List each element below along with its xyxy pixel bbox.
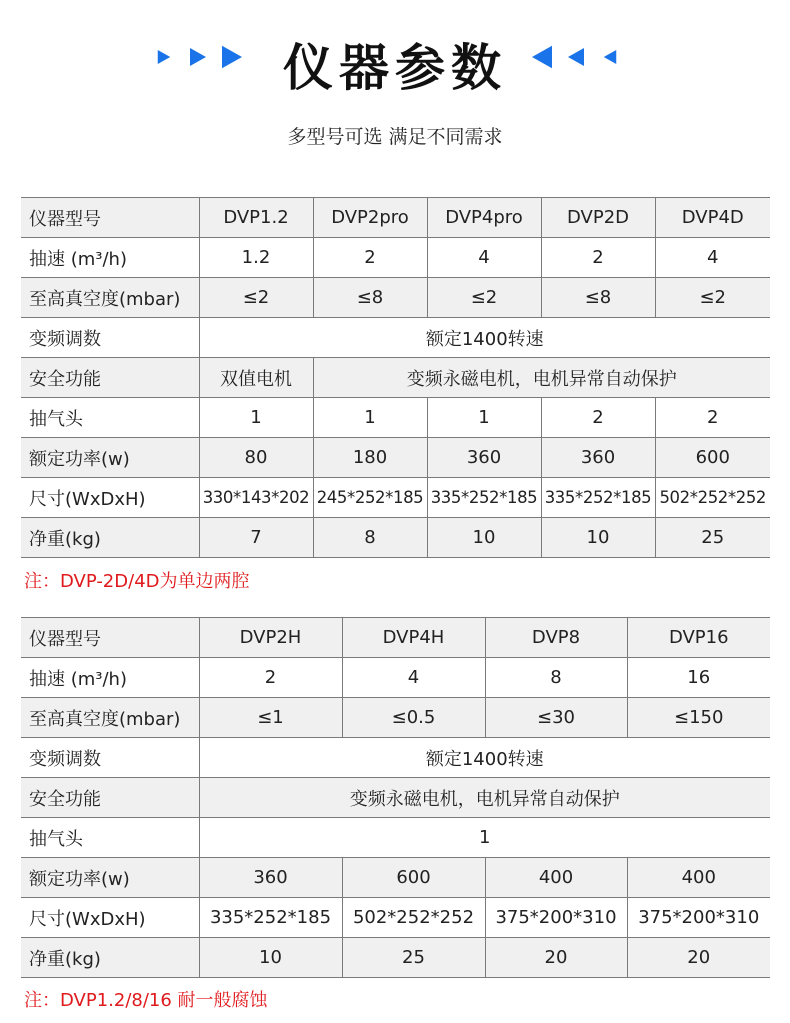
table-row bbox=[21, 438, 770, 478]
row-label: 至高真空度(mbar) bbox=[21, 698, 199, 738]
row-label: 变频调数 bbox=[21, 318, 199, 358]
row-label: 尺寸(WxDxH) bbox=[21, 478, 199, 518]
row-label: 至高真空度(mbar) bbox=[21, 278, 199, 318]
header-cell: DVP16 bbox=[627, 618, 770, 658]
merged-cell: 1 bbox=[199, 818, 770, 858]
table-cell: ≤2 bbox=[427, 278, 541, 318]
header-cell: DVP4H bbox=[342, 618, 485, 658]
table-cell: 8 bbox=[313, 518, 427, 558]
table-row bbox=[21, 198, 770, 238]
table-cell: ≤8 bbox=[313, 278, 427, 318]
table-cell: 502*252*252 bbox=[342, 898, 485, 938]
row-label: 抽气头 bbox=[21, 818, 199, 858]
table-cell: 双值电机 bbox=[199, 358, 313, 398]
play-triangle-icon bbox=[604, 50, 616, 64]
page-title: 仪器参数 bbox=[283, 39, 507, 97]
row-label: 额定功率(w) bbox=[21, 858, 199, 898]
table-row bbox=[21, 518, 770, 558]
table-row bbox=[21, 318, 770, 358]
table-cell: 7 bbox=[199, 518, 313, 558]
row-label: 安全功能 bbox=[21, 778, 199, 818]
table-cell: 2 bbox=[199, 658, 342, 698]
row-label: 变频调数 bbox=[21, 738, 199, 778]
table-cell: ≤2 bbox=[199, 278, 313, 318]
table-cell: 1.2 bbox=[199, 238, 313, 278]
table-cell: 502*252*252 bbox=[655, 478, 770, 518]
table-cell: 600 bbox=[655, 438, 770, 478]
table-cell: 16 bbox=[627, 658, 770, 698]
table-cell: 2 bbox=[655, 398, 770, 438]
table-cell: 2 bbox=[313, 238, 427, 278]
header-cell: DVP8 bbox=[485, 618, 627, 658]
header-cell: DVP2D bbox=[541, 198, 655, 238]
row-label: 净重(kg) bbox=[21, 518, 199, 558]
table-cell: 20 bbox=[627, 938, 770, 978]
table-cell: 10 bbox=[541, 518, 655, 558]
table-cell: 360 bbox=[427, 438, 541, 478]
table-cell: 330*143*202 bbox=[199, 478, 313, 518]
table-row bbox=[21, 738, 770, 778]
right-arrows bbox=[534, 48, 636, 66]
row-label: 抽速 (m³/h) bbox=[21, 658, 199, 698]
table-row bbox=[21, 358, 770, 398]
row-label: 抽速 (m³/h) bbox=[21, 238, 199, 278]
merged-cell: 变频永磁电机，电机异常自动保护 bbox=[199, 778, 770, 818]
table-cell: ≤0.5 bbox=[342, 698, 485, 738]
table-cell: ≤150 bbox=[627, 698, 770, 738]
table-cell: 375*200*310 bbox=[627, 898, 770, 938]
table-row bbox=[21, 898, 770, 938]
header-cell: DVP2pro bbox=[313, 198, 427, 238]
table-cell: 2 bbox=[541, 238, 655, 278]
table-cell: 20 bbox=[485, 938, 627, 978]
table-cell: 25 bbox=[655, 518, 770, 558]
spec-table-2 bbox=[21, 617, 770, 978]
header-cell: DVP1.2 bbox=[199, 198, 313, 238]
table-cell: 400 bbox=[627, 858, 770, 898]
row-label: 抽气头 bbox=[21, 398, 199, 438]
table-cell: ≤8 bbox=[541, 278, 655, 318]
row-label: 额定功率(w) bbox=[21, 438, 199, 478]
table-cell: ≤2 bbox=[655, 278, 770, 318]
table-row bbox=[21, 938, 770, 978]
table-cell: 360 bbox=[541, 438, 655, 478]
row-label: 安全功能 bbox=[21, 358, 199, 398]
table-cell: 1 bbox=[199, 398, 313, 438]
play-triangle-icon bbox=[532, 46, 552, 69]
table-row bbox=[21, 278, 770, 318]
merged-cell: 变频永磁电机，电机异常自动保护 bbox=[313, 358, 770, 398]
table-cell: ≤1 bbox=[199, 698, 342, 738]
table-cell: 335*252*185 bbox=[199, 898, 342, 938]
table-cell: 4 bbox=[427, 238, 541, 278]
table-cell: 25 bbox=[342, 938, 485, 978]
table-cell: 375*200*310 bbox=[485, 898, 627, 938]
table-cell: 245*252*185 bbox=[313, 478, 427, 518]
table-note: 注：DVP-2D/4D为单边两腔 bbox=[24, 571, 250, 592]
table-cell: 10 bbox=[199, 938, 342, 978]
table-cell: 335*252*185 bbox=[427, 478, 541, 518]
table-row bbox=[21, 698, 770, 738]
play-triangle-icon bbox=[568, 48, 584, 66]
table-row bbox=[21, 778, 770, 818]
table-cell: 360 bbox=[199, 858, 342, 898]
table-note: 注：DVP1.2/8/16 耐一般腐蚀 bbox=[24, 990, 268, 1011]
table-row bbox=[21, 658, 770, 698]
table-cell: ≤30 bbox=[485, 698, 627, 738]
header-cell: DVP4pro bbox=[427, 198, 541, 238]
table-cell: 180 bbox=[313, 438, 427, 478]
merged-cell: 额定1400转速 bbox=[199, 318, 770, 358]
table-cell: 1 bbox=[313, 398, 427, 438]
table-row bbox=[21, 478, 770, 518]
table-row bbox=[21, 238, 770, 278]
table-cell: 2 bbox=[541, 398, 655, 438]
table-cell: 600 bbox=[342, 858, 485, 898]
table-cell: 1 bbox=[427, 398, 541, 438]
merged-cell: 额定1400转速 bbox=[199, 738, 770, 778]
row-label: 净重(kg) bbox=[21, 938, 199, 978]
table-cell: 8 bbox=[485, 658, 627, 698]
table-cell: 335*252*185 bbox=[541, 478, 655, 518]
header-cell: DVP4D bbox=[655, 198, 770, 238]
table-row bbox=[21, 398, 770, 438]
table-cell: 4 bbox=[342, 658, 485, 698]
table-cell: 400 bbox=[485, 858, 627, 898]
header-cell: 仪器型号 bbox=[21, 618, 199, 658]
table-cell: 4 bbox=[655, 238, 770, 278]
table-row bbox=[21, 618, 770, 658]
spec-table-1 bbox=[21, 197, 770, 558]
table-cell: 80 bbox=[199, 438, 313, 478]
table-row bbox=[21, 858, 770, 898]
table-cell: 10 bbox=[427, 518, 541, 558]
row-label: 尺寸(WxDxH) bbox=[21, 898, 199, 938]
header-cell: 仪器型号 bbox=[21, 198, 199, 238]
page-subtitle: 多型号可选 满足不同需求 bbox=[287, 126, 503, 148]
header bbox=[0, 0, 790, 190]
header-cell: DVP2H bbox=[199, 618, 342, 658]
table-row bbox=[21, 818, 770, 858]
